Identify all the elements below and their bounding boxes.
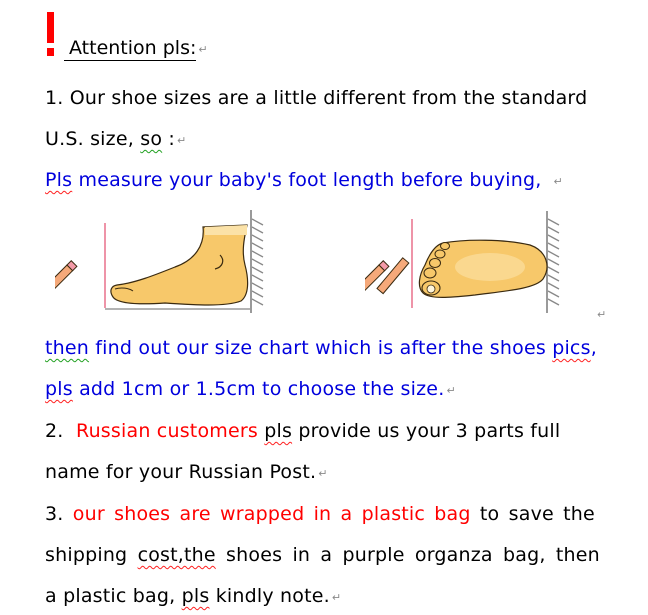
spell-flag-pls: pls (264, 420, 293, 442)
plastic-bag-highlight: our shoes are wrapped in a plastic bag (72, 503, 471, 525)
item1-line2: U.S. size, so : ↵ (45, 128, 187, 150)
item2-line1: 2. Russian customers pls provide us your 3 parts full (45, 420, 561, 442)
foot-sole-view-illustration (365, 205, 565, 315)
grammar-flag-then: then (45, 337, 90, 359)
paragraph-mark: ↵ (553, 175, 563, 188)
spell-flag-cost-the: cost,the (137, 544, 216, 566)
paragraph-mark: ↵ (198, 43, 208, 56)
page-title (64, 36, 208, 62)
russian-customers-highlight: Russian customers (76, 420, 258, 442)
paragraph-mark: ↵ (331, 591, 342, 604)
grammar-flag-so: so (140, 128, 163, 150)
item2-line2: name for your Russian Post. ↵ (45, 461, 328, 483)
paragraph-mark: ↵ (446, 384, 456, 397)
item1-line3: Pls measure your baby's foot length before buying, ↵ (45, 169, 563, 191)
item1-line5: pls add 1cm or 1.5cm to choose the size. ↵ (45, 378, 456, 400)
spell-flag-pls: pls (45, 378, 73, 400)
spell-flag-pls: pls (181, 585, 210, 607)
item3-line1: 3. our shoes are wrapped in a plastic bag to save the (45, 503, 595, 525)
exclamation-icon (47, 12, 54, 56)
paragraph-mark: ↵ (597, 308, 607, 321)
item1-line1: 1. Our shoe sizes are a little different from the standard (45, 87, 588, 109)
foot-side-view-illustration (55, 205, 270, 315)
paragraph-mark: ↵ (177, 134, 187, 147)
item1-line4: then find out our size chart which is after the shoes pics, (45, 337, 597, 359)
item3-line2: shipping cost,the shoes in a purple organza bag, then (45, 544, 600, 566)
item3-line3: a plastic bag, pls kindly note. ↵ (45, 585, 342, 607)
spell-flag-pics: pics (552, 337, 591, 359)
spell-flag-pls: Pls (45, 169, 73, 191)
title-text: Attention pls: (69, 37, 197, 59)
paragraph-mark: ↵ (318, 467, 328, 480)
